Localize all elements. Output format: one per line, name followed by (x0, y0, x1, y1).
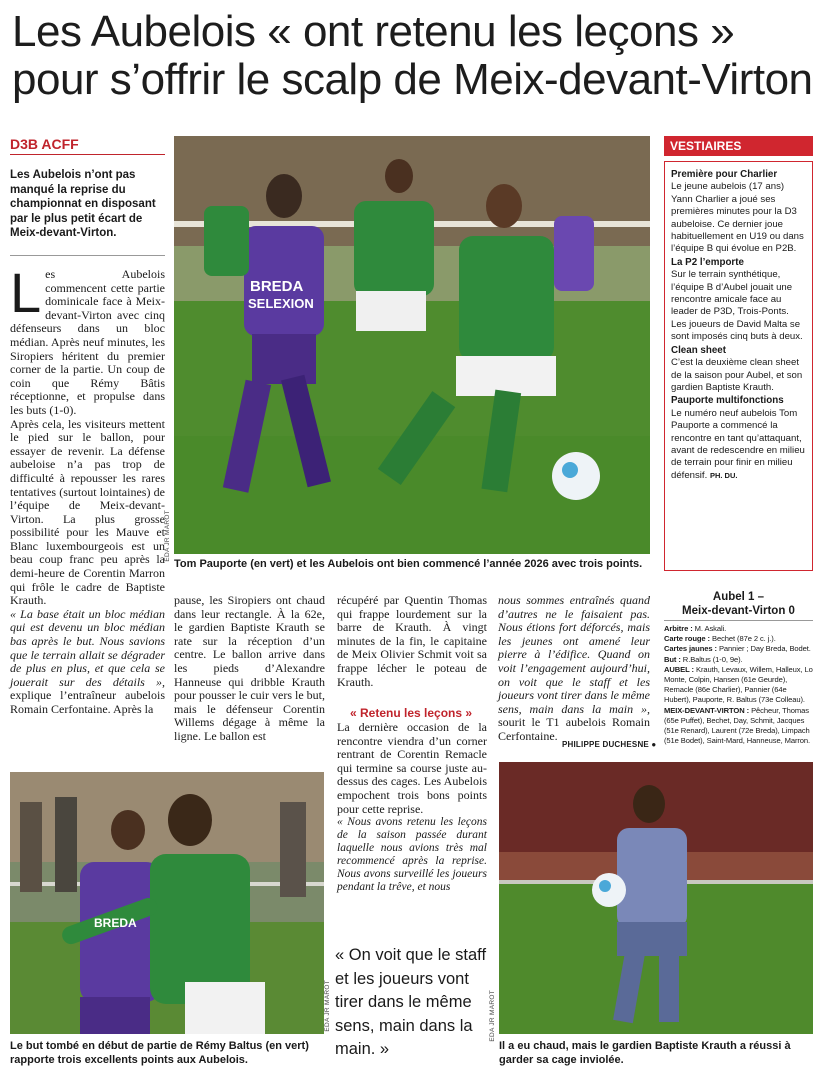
sidebar-item-heading: Première pour Charlier (671, 169, 778, 180)
sponsor-breda: BREDA (250, 278, 304, 295)
dropcap: L (10, 261, 42, 324)
sidebar-item-text: Sur le terrain synthétique, l’équipe B d’Aubel jouait une rencontre amicale face au leader de P3D, Trois-Ponts. Les joueurs de David Malta se sont imposés cinq buts à deux. (671, 269, 803, 343)
score-line-2: Meix-devant-Virton 0 (682, 605, 795, 617)
article-column-1 (10, 261, 165, 717)
sidebar-item-text: Le numéro neuf aubelois Tom Pauporte a commencé la rencontre en tant qu’attaquant, avant de redescendre en milieu de terrain pour finir en milieu défensif. (671, 407, 805, 481)
meix-label: MEIX-DEVANT-VIRTON : (664, 705, 750, 715)
headline-line-1: Les Aubelois « ont retenu les leçons » (12, 7, 735, 56)
jaunes-value: Pannier ; Day Breda, Bodet. (716, 644, 811, 654)
sidebar-title: VESTIAIRES (664, 136, 813, 156)
col1-quote: « La base était un bloc médian qui est devenu un bloc médian bas après le but. Nous savions que le terrain allait se dégrader de plus en plus, et que cela se jouerait sur des détails », (10, 606, 165, 689)
aubel-lineup: Krauth, Levaux, Willem, Halleux, Lo Monte, Colpin, Hansen (61e Geurde), Remacle (86e Charlier), Pannier (64e Hubert), Pauporte, R. Baltus (73e Colleau). (664, 664, 813, 705)
sponsor-selexion: SELEXION (248, 296, 314, 311)
col4-quote: nous sommes entraînés quand d’autres ne le faisaient pas. Nous étions fort déforcés, mais les jeunes ont amené leur pierre à l’édifice. Quand on voit l’engagement aujourd’hui, on voit que le staff et les joueurs vont tirer dans le même sens, main dans la main », (498, 593, 650, 716)
right-photo-image (499, 762, 813, 1034)
left-photo-credit: EDA JR MAROT (324, 980, 331, 1032)
sidebar-signature: PH. DU. (709, 470, 738, 480)
article-subhead: « Retenu les leçons » (350, 706, 473, 720)
article-column-2 (174, 594, 325, 744)
main-photo-image (174, 136, 650, 554)
sidebar-item-text: Le jeune aubelois (17 ans) Yann Charlier a joué ses premières minutes pour la D3 aubeloise. Ce dernier joue habituellement en U19 ou dans l’équipe B qui évolue en P2B. (671, 181, 804, 255)
right-photo-credit: EDA JR MAROT (489, 990, 496, 1042)
sidebar-item-heading: Pauporte multifonctions (671, 395, 784, 407)
col1-paragraph-1: es Aubelois commencent cette partie dominicale face à Meix-devant-Virton avec cinq défenseurs dans un bloc médian. Après neuf minutes, les Siropiers héritent du premier corner de la partie. Un coup de coin que Rémy Bâtis réceptionne, et propulse dans les buts (1-0). (10, 267, 165, 417)
sidebar-item-heading: La P2 l’emporte (671, 256, 744, 268)
aubel-label: AUBEL : (664, 664, 694, 674)
article-column-4 (498, 594, 650, 744)
col4-tail: sourit le T1 aubelois Romain Cerfontaine. (498, 715, 650, 743)
match-details (664, 624, 813, 746)
left-photo-image (10, 772, 324, 1034)
article-column-3b (337, 721, 487, 894)
right-photo (499, 762, 813, 1034)
headline (12, 8, 812, 104)
score-divider (664, 620, 813, 621)
score-line-1: Aubel 1 – (712, 591, 765, 603)
section-tag: D3B ACFF (10, 136, 79, 152)
person-icon: ● (651, 740, 657, 749)
right-photo-caption: Il a eu chaud, mais le gardien Baptiste Krauth a réussi à garder sa cage inviolée. (499, 1040, 791, 1066)
col2-paragraph-1: pause, les Siropiers ont chaud dans leur rectangle. À la 62e, le gardien Baptiste Krauth se rate sur la réception d’un centre. Le ballon arrive dans les pieds d’Alexandre Hanneuse qui dribble Krauth pour pousser le cuir vers le but, mais le défenseur Corentin Willems dégage à même la ligne. Le ballon est (174, 593, 325, 743)
arbitre-label: Arbitre : (664, 624, 693, 633)
col3-paragraph-2: La dernière occasion de la rencontre viendra d’un corner rentrant de Corentin Remacle qui termine sa course juste au-dessus des cages. Les Aubelois empochent trois bons points pour cette reprise. (337, 720, 487, 816)
main-photo-credit: EDA JR MAROT (164, 510, 171, 562)
rouge-value: Bechet (87e 2 c. j.). (709, 634, 776, 644)
jaunes-label: Cartes jaunes : (664, 644, 717, 654)
lead-divider (10, 255, 165, 256)
col1-quote-tail: explique l’entraîneur aubelois Romain Cerfontaine. Après la (10, 688, 165, 716)
but-label: But : (664, 654, 681, 664)
but-value: R.Baltus (1-0, 9e). (680, 654, 743, 664)
article-signature (562, 740, 656, 749)
sidebar-box (664, 161, 813, 571)
article-signature-name: PHILIPPE DUCHESNE (562, 740, 649, 749)
col3-quote: « Nous avons retenu les leçons de la saison passée durant laquelle nous avions très mal recommencé après la reprise. Nous avons surveillé les joueurs pendant la trêve, et nous (337, 816, 487, 894)
meix-lineup: Pêcheur, Thomas (65e Puffet), Bechet, Day, Schmit, Jacques (51e Renard), Laurent (72e Breda), Limpach (51e Bodet), Saint-Mard, Hanneuse, Marron. (664, 705, 811, 746)
col1-paragraph-2: Après cela, les visiteurs mettent le pied sur le ballon, pour essayer de revenir. La défense aubeloise n’a pas trop de difficulté à repousser les rares tentatives (surtout lointaines) de l’équipe de Meix-devant-Virton. La plus grosse possibilité pour les Mauve et Blanc luxembourgeois est un beau coup franc peu après la demi-heure de Corentin Marron qui frôle le cadre de Baptiste Krauth. (10, 416, 165, 608)
left-photo-caption: Le but tombé en début de partie de Rémy Baltus (en vert) rapporte trois excellents points aux Aubelois. (10, 1040, 309, 1066)
col3-paragraph-1: récupéré par Quentin Thomas qui frappe lourdement sur la barre de Krauth. À vingt minutes de la fin, le capitaine de Meix Olivier Schmit voit sa frappe lécher le poteau de Krauth. (337, 593, 487, 689)
arbitre-value: M. Askali. (692, 624, 727, 633)
main-photo (174, 136, 650, 554)
article-column-3 (337, 594, 487, 689)
rouge-label: Carte rouge : (664, 634, 710, 644)
section-divider (10, 154, 165, 155)
pull-quote: « On voit que le staff et les joueurs vont tirer dans le même sens, main dans la main. » (335, 946, 487, 1058)
headline-line-2: pour s’offrir le scalp de Meix-devant-Virton (12, 55, 813, 104)
sidebar-item-heading: Clean sheet (671, 344, 726, 356)
left-photo (10, 772, 324, 1034)
lead-paragraph: Les Aubelois n’ont pas manqué la reprise du championnat en disposant par le plus petit écart de Meix-devant-Virton. (10, 169, 156, 239)
sidebar-item-text: C’est la deuxième clean sheet de la saison pour Aubel, et son gardien Baptiste Krauth. (671, 357, 803, 393)
left-sponsor: BREDA (94, 916, 137, 930)
match-score (664, 590, 813, 618)
main-photo-caption: Tom Pauporte (en vert) et les Aubelois ont bien commencé l’année 2026 avec trois points. (174, 558, 643, 570)
